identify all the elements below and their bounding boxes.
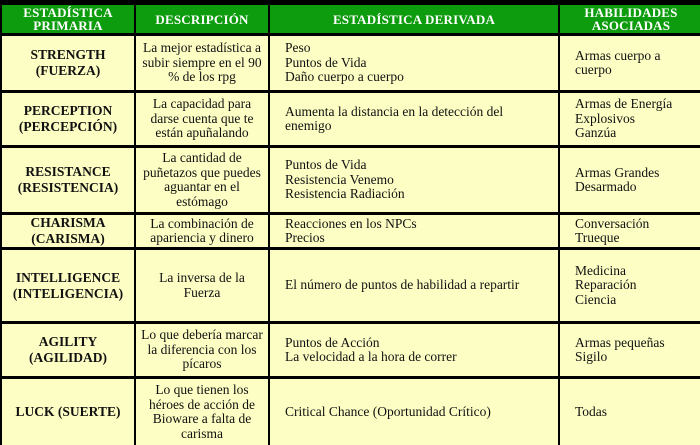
description-line: darse cuenta que te (150, 110, 254, 126)
description-line: La inversa de la (159, 270, 245, 285)
description-cell (136, 215, 268, 247)
description-line: La cantidad de (162, 150, 242, 165)
derived-stat-cell (270, 93, 558, 145)
primary-line: LUCK (SUERTE) (15, 404, 121, 419)
derived-line: Daño cuerpo a cuerpo (285, 69, 404, 85)
derived-line: Peso (285, 40, 311, 56)
skills-line: Ciencia (575, 291, 617, 307)
primary-stat-cell (2, 148, 134, 212)
skills-line: Armas Grandes (575, 164, 660, 180)
description-line: la diferencia con los (147, 341, 257, 357)
derived-stat-cell (270, 148, 558, 212)
derived-line: Resistencia Venemo (285, 171, 394, 187)
derived-stat-cell (270, 250, 558, 321)
skills-line: Desarmado (575, 179, 637, 194)
primary-line: (FUERZA) (35, 63, 101, 78)
skills-cell (560, 36, 700, 90)
skills-line: Armas cuerpo a (575, 47, 661, 63)
skills-line: Ganzúa (575, 125, 617, 141)
description-line: Fuerza (183, 284, 221, 300)
primary-line: (PERCEPCIÓN) (18, 119, 118, 134)
skills-cell (560, 324, 700, 376)
derived-stat-cell (270, 324, 558, 376)
primary-stat-cell (2, 324, 134, 376)
description-line: pícaros (182, 356, 222, 372)
skills-line: Armas de Energía (575, 96, 673, 112)
primary-line: AGILITY (38, 334, 98, 349)
skills-line: Trueque (575, 230, 620, 245)
primary-line: STRENGTH (30, 47, 106, 62)
description-cell (136, 148, 268, 212)
skills-line: Armas pequeñas (575, 334, 665, 350)
primary-line: (RESISTENCIA) (17, 180, 119, 195)
skills-cell (560, 215, 700, 247)
skills-line: Explosivos (575, 110, 636, 126)
description-line: La capacidad para (152, 96, 252, 112)
derived-line: Puntos de Vida (285, 157, 367, 173)
header-associated-skills (560, 5, 700, 33)
description-line: Bioware a falta de (152, 411, 252, 426)
skills-cell (560, 379, 700, 445)
header-skills-line-1: HABILIDADES (584, 5, 678, 20)
skills-line: Sigilo (575, 349, 608, 364)
primary-line: (INTELIGENCIA) (12, 285, 124, 301)
header-description (136, 5, 268, 33)
description-line: Lo que debería marcar (141, 327, 263, 343)
primary-stat-cell (2, 379, 134, 445)
skills-line: Todas (575, 403, 608, 419)
derived-line: Reacciones en los NPCs (285, 215, 417, 231)
header-skills-line-2: ASOCIADAS (591, 18, 671, 33)
description-line: aguantar en el (164, 179, 240, 194)
skills-cell (560, 93, 700, 145)
skills-line: Medicina (575, 262, 626, 278)
primary-line: RESISTANCE (25, 164, 111, 179)
description-cell (136, 324, 268, 376)
primary-line: (AGILIDAD) (28, 350, 107, 365)
header-derived-stat (270, 5, 558, 33)
primary-line: (CARISMA) (31, 231, 105, 246)
primary-line: INTELLIGENCE (15, 269, 121, 285)
description-line: apariencia y dinero (150, 230, 254, 245)
primary-stat-cell (2, 215, 134, 247)
derived-line: El número de puntos de habilidad a repartir (285, 277, 520, 293)
primary-line: CHARISMA (30, 215, 106, 230)
primary-stat-cell (2, 250, 134, 321)
derived-line: enemigo (285, 118, 332, 133)
primary-line: PERCEPTION (23, 103, 113, 118)
skills-line: Conversación (575, 215, 650, 231)
description-cell (136, 93, 268, 145)
skills-line: cuerpo (575, 62, 612, 77)
header-primary-line-2: PRIMARIA (33, 18, 103, 33)
description-line: carisma (181, 425, 223, 441)
derived-line: La velocidad a la hora de correr (285, 349, 457, 364)
header-primary-stat (2, 5, 134, 33)
derived-line: Puntos de Vida (285, 54, 367, 70)
derived-line: Precios (285, 230, 325, 245)
skills-cell (560, 250, 700, 321)
skills-cell (560, 148, 700, 212)
derived-line: Critical Chance (Oportunidad Crítico) (285, 403, 491, 419)
description-line: estómago (176, 193, 228, 209)
description-line: héroes de acción de (148, 396, 256, 412)
description-line: La combinación de (150, 215, 254, 231)
description-line: subir siempre en el 90 (142, 54, 262, 70)
derived-stat-cell (270, 379, 558, 445)
derived-stat-cell (270, 215, 558, 247)
description-cell (136, 36, 268, 90)
derived-line: Resistencia Radiación (285, 186, 405, 202)
skills-line: Reparación (575, 277, 637, 293)
description-cell (136, 379, 268, 445)
description-line: puñetazos que puedes (143, 164, 261, 180)
description-cell (136, 250, 268, 321)
description-line: La mejor estadística a (142, 40, 262, 56)
description-line: % de los rpg (168, 69, 236, 85)
description-line: Lo que tienen los (155, 382, 249, 397)
primary-stat-cell (2, 36, 134, 90)
header-primary-line-1: ESTADÍSTICA (23, 5, 113, 20)
derived-stat-cell (270, 36, 558, 90)
header-description-label: DESCRIPCIÓN (155, 11, 249, 27)
header-derived-label: ESTADÍSTICA DERIVADA (332, 11, 496, 27)
derived-line: Aumenta la distancia en la detección del (285, 103, 504, 119)
primary-stat-cell (2, 93, 134, 145)
derived-line: Puntos de Acción (285, 334, 380, 350)
description-line: están apuñalando (155, 125, 249, 141)
